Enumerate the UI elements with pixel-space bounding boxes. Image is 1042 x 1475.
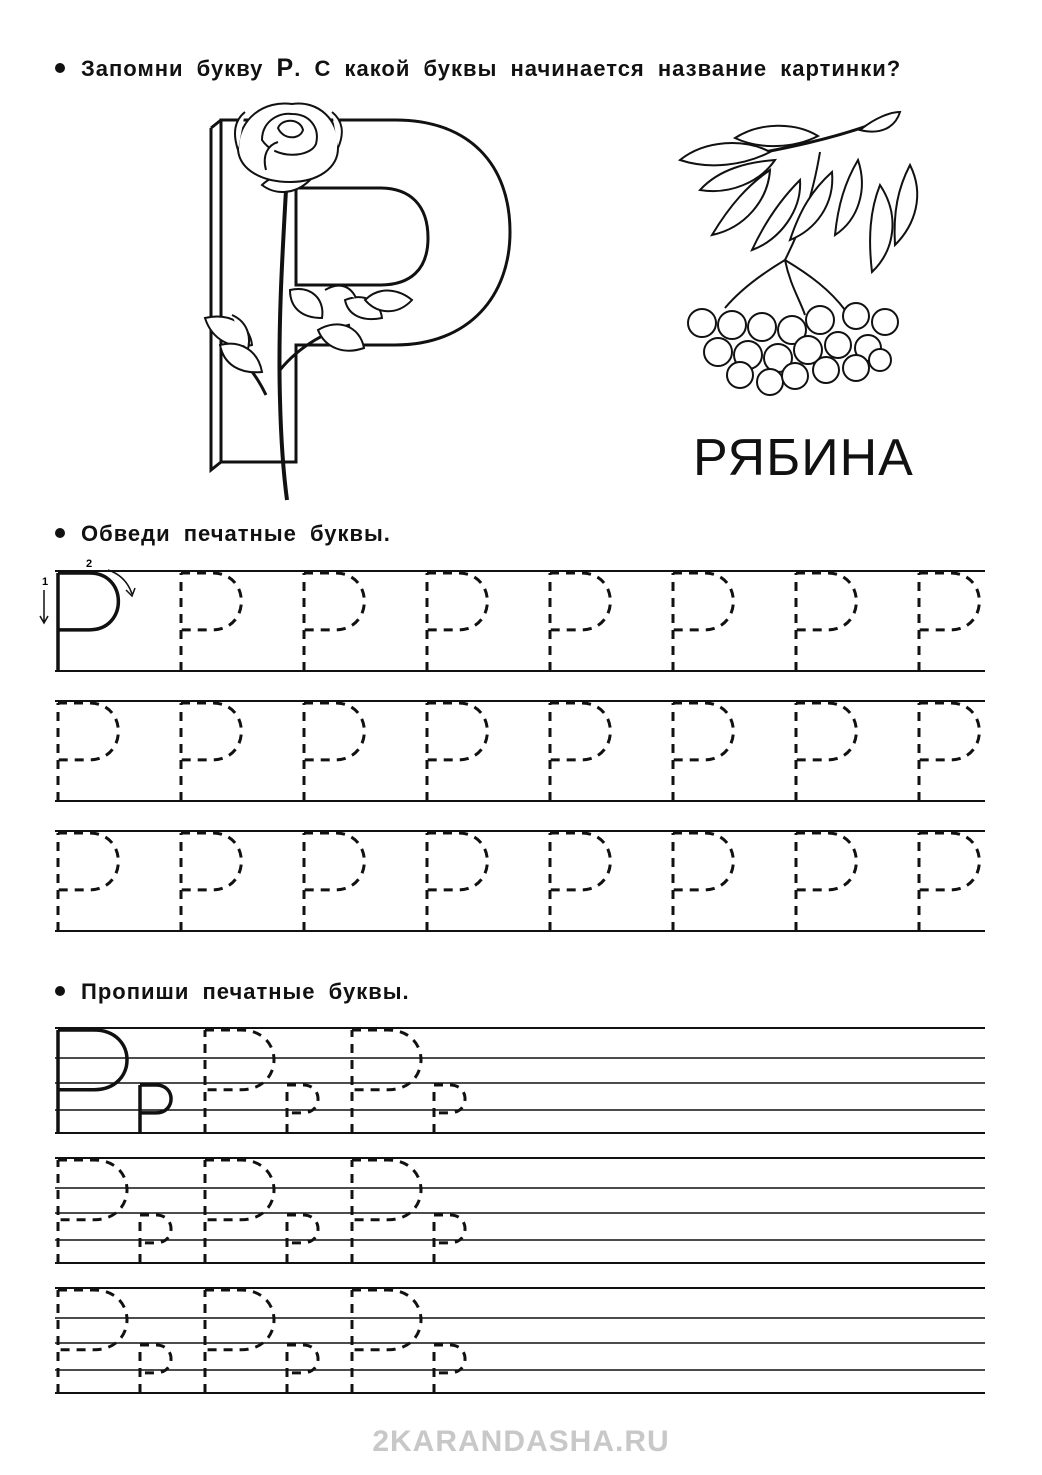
trace-letter-r [181,833,241,931]
write-row [55,1028,985,1133]
trace-row [55,831,985,931]
write-upper-r [352,1290,421,1393]
sample-letter-r [58,573,118,671]
instruction-question: . С какой буквы начинается название картинки? [294,56,902,81]
trace-letter-r [427,703,487,801]
write-row [55,1288,985,1393]
stroke-arrows [40,570,135,623]
write-row [55,1158,985,1263]
trace-letter-r [304,573,364,671]
instruction-text: Запомни букву [81,56,264,81]
instruction-text: Пропиши печатные буквы. [81,979,410,1004]
instruction-letter: Р [276,54,295,82]
write-rows [55,1028,985,1393]
trace-letter-r [919,573,979,671]
trace-letter-r [673,703,733,801]
trace-letter-r [58,833,118,931]
trace-letter-r [181,573,241,671]
instruction-text: Обведи печатные буквы. [81,521,391,546]
write-lower-r [287,1345,318,1393]
trace-letter-r [427,573,487,671]
picture-caption: РЯБИНА [693,429,914,487]
trace-letter-r [550,703,610,801]
trace-letter-r [550,833,610,931]
trace-row [55,701,985,801]
write-lower-r [434,1215,465,1263]
trace-letter-r [796,703,856,801]
write-upper-r [58,1290,127,1393]
trace-letter-r [796,833,856,931]
write-upper-r [205,1290,274,1393]
write-lower-r [287,1215,318,1263]
stroke-number-1: 1 [42,576,49,588]
write-lower-r [434,1085,465,1133]
write-lower-r [140,1215,171,1263]
sample-upper-r [58,1030,127,1133]
trace-letter-r [58,703,118,801]
write-lower-r [434,1345,465,1393]
trace-letter-r [919,833,979,931]
write-upper-r [58,1160,127,1263]
trace-letter-r [919,703,979,801]
trace-letter-r [181,703,241,801]
trace-letter-r [427,833,487,931]
write-lower-r [140,1345,171,1393]
trace-rows [55,571,985,931]
trace-letter-r [673,833,733,931]
watermark: 2KARANDASHA.RU [372,1425,670,1458]
trace-row [55,571,985,671]
trace-letter-r [304,833,364,931]
trace-letter-r [304,703,364,801]
trace-letter-r [673,573,733,671]
write-upper-r [205,1030,274,1133]
write-upper-r [352,1030,421,1133]
write-upper-r [352,1160,421,1263]
trace-letter-r [550,573,610,671]
stroke-number-2: 2 [86,558,93,570]
trace-letter-r [796,573,856,671]
write-lower-r [287,1085,318,1133]
write-upper-r [205,1160,274,1263]
sample-lower-r [140,1085,171,1133]
